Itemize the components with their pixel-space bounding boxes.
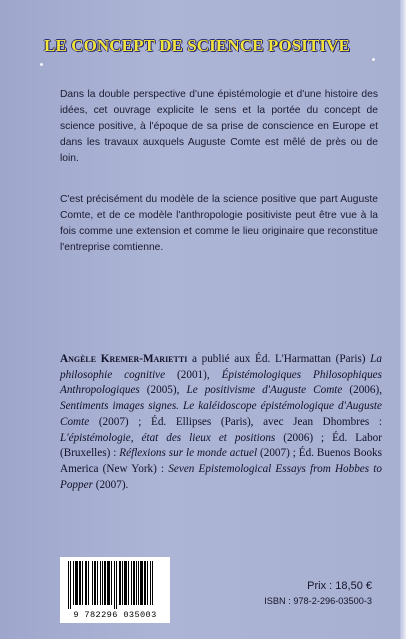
barcode-bar — [124, 561, 127, 605]
barcode-bar — [94, 561, 96, 605]
white-speck — [372, 58, 375, 61]
bio-text: (2005), — [139, 384, 187, 397]
work-title: Réflexions sur le monde actuel — [119, 447, 258, 460]
barcode-bar — [138, 561, 139, 605]
summary-paragraph-2: C'est précisément du modèle de la science positive que part Auguste Comte, et de ce modèle l'anthropologie positiviste peut être vue à la fois comme une extension et comme le lieu originaire que reconstitue l'entreprise comtienne. — [60, 194, 378, 253]
barcode-bar — [133, 561, 135, 605]
barcode-bar — [68, 561, 69, 609]
work-title: Seven Epistemological Essays from Hobbes to Popper — [60, 462, 382, 491]
barcode-bar — [140, 561, 143, 605]
work-title: Épistémologiques Philosophiques Anthropologiques — [60, 368, 382, 397]
barcode-bar — [100, 561, 101, 605]
barcode-bar — [152, 561, 153, 605]
barcode-bar — [122, 561, 123, 605]
summary-paragraph-1: Dans la double perspective d'une épistémologie et d'une histoire des idées, cet ouvrage explicite le sens et la portée du concept de science positive, à l'époque de sa prise de conscience en Europe et dans les travaux auxquels Auguste Comte est mêlé de près ou de loin. — [60, 89, 378, 164]
barcode-bar — [131, 561, 132, 605]
barcode-bar — [79, 561, 81, 605]
work-title: Sentiments images signes. Le kaléidoscope épistémologique d'Auguste Comte — [60, 400, 382, 428]
bio-text: a publié aux Éd. L'Harmattan (Paris) — [187, 353, 371, 365]
barcode-bar — [75, 561, 78, 605]
barcode-digits: 9 782296 035003 — [73, 610, 157, 620]
barcode-bar — [107, 561, 110, 605]
barcode-bar — [82, 561, 83, 605]
barcode-bar — [111, 561, 112, 605]
barcode-bar — [144, 561, 146, 605]
bio-text: (2001), — [165, 368, 222, 381]
bio-text: (2007) ; Éd. Buenos Books America (New York) : — [60, 447, 383, 475]
work-title: La philosophie cognitive — [60, 353, 382, 381]
barcode-bar — [116, 561, 117, 609]
barcode-bar — [92, 561, 93, 605]
barcode-bar — [128, 561, 129, 605]
barcode — [60, 557, 170, 623]
barcode-bar — [88, 561, 89, 605]
bio-text: (2007) ; Éd. Ellipses (Paris), avec Jean Dhombres : — [89, 415, 382, 428]
barcode-bar — [114, 561, 115, 609]
barcode-bar — [70, 561, 71, 609]
author-bio — [60, 352, 382, 493]
barcode-bar — [102, 561, 103, 605]
work-title: L'épistémologie, état des lieux et positions — [60, 431, 276, 444]
barcode-bars — [66, 561, 164, 609]
work-title: Le positivisme d'Auguste Comte — [186, 384, 343, 397]
barcode-bar — [97, 561, 98, 605]
page-edge — [400, 0, 406, 639]
barcode-bar — [73, 561, 74, 605]
barcode-bar — [104, 561, 106, 605]
bio-text: (2006) ; Éd. Labor (Bruxelles) : — [60, 431, 382, 460]
author-name: Angèle Kremer-Marietti — [60, 353, 188, 365]
bio-text: (2006), — [342, 384, 383, 397]
barcode-bar — [147, 561, 148, 605]
isbn-label: ISBN : 978-2-296-03500-3 — [264, 596, 372, 606]
barcode-bar — [85, 561, 87, 605]
barcode-bar — [119, 561, 121, 605]
price-label: Prix : 18,50 € — [307, 580, 372, 592]
book-title: LE CONCEPT DE SCIENCE POSITIVE — [44, 36, 350, 55]
barcode-bar — [136, 561, 137, 605]
bio-text: (2007). — [92, 478, 129, 491]
barcode-bar — [150, 561, 151, 605]
white-speck — [40, 63, 43, 66]
